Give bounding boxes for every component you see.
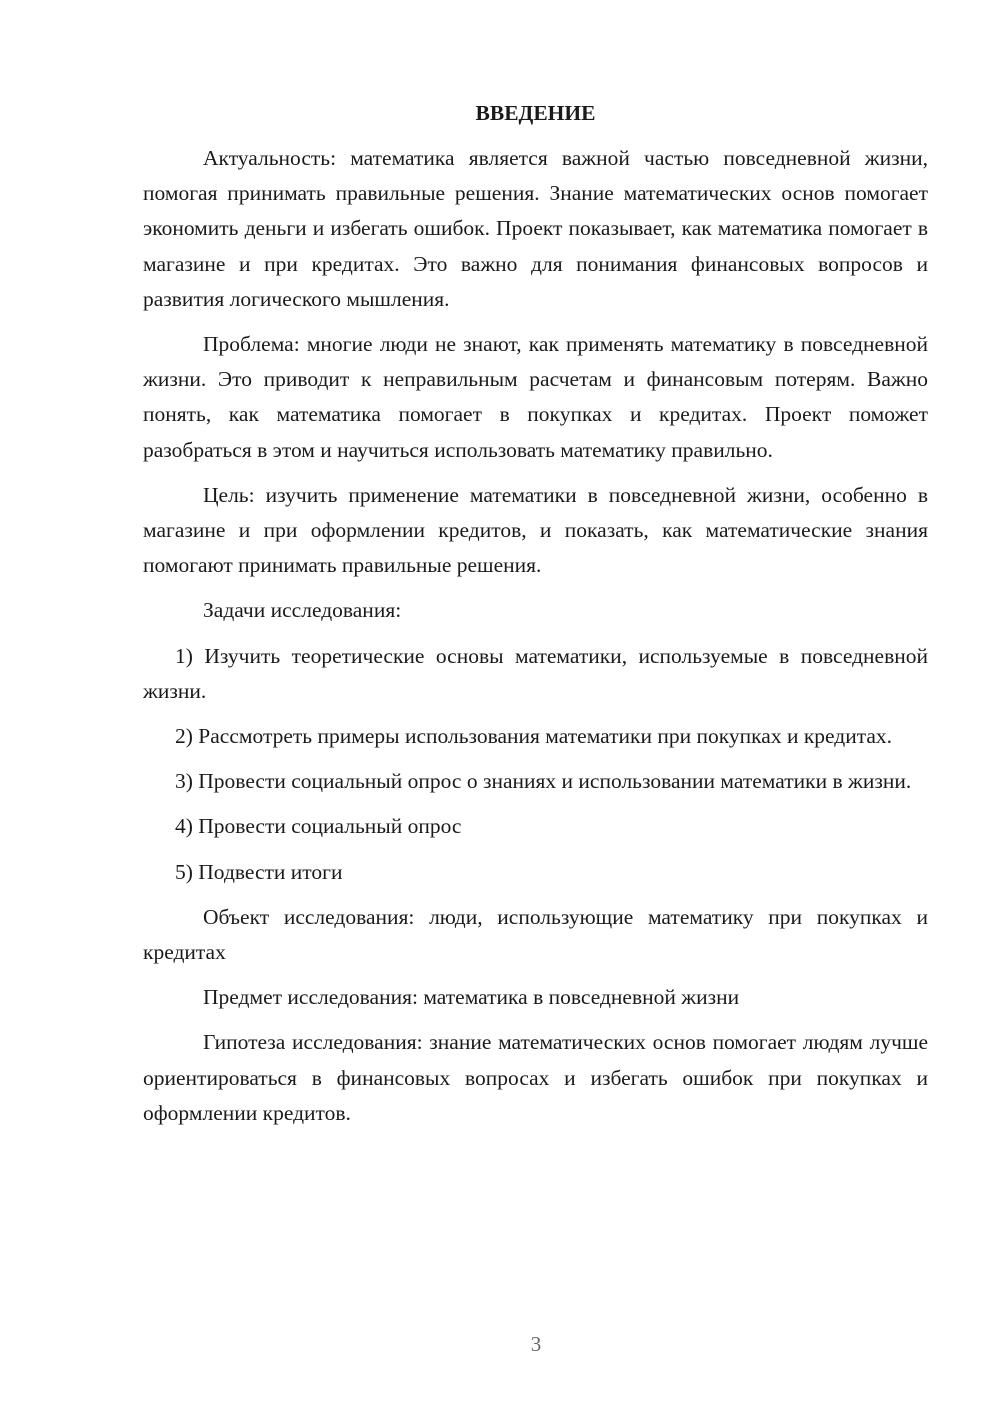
relevance-paragraph: Актуальность: математика является важной частью повседневной жизни, помогая принимать правильные решения. Знание математических основ помогает экономить деньги и избегать ошибок. Проект показывает, как математика помогает в магазине и при кредитах. Это важно для понимания финансовых вопросов и развития логического мышления.	[143, 146, 928, 311]
page-number: 3	[530, 1332, 542, 1356]
task-item: 2) Рассмотреть примеры использования математики при покупках и кредитах.	[175, 724, 893, 749]
task-item: 4) Провести социальный опрос	[175, 814, 462, 839]
task-item: 1) Изучить теоретические основы математики, используемые в повседневной жизни.	[143, 643, 928, 703]
goal-paragraph: Цель: изучить применение математики в повседневной жизни, особенно в магазине и при оформлении кредитов, и показать, как математические знания помогают принимать правильные решения.	[143, 482, 928, 578]
task-item: 3) Провести социальный опрос о знаниях и использовании математики в жизни.	[175, 769, 912, 794]
task-item: 5) Подвести итоги	[175, 859, 343, 884]
problem-paragraph: Проблема: многие люди не знают, как применять математику в повседневной жизни. Это приводит к неправильным расчетам и финансовым потерям. Важно понять, как математика помогает в покупках и кредитах. Проект поможет разобраться в этом и научиться использовать математику правильно.	[143, 332, 928, 462]
tasks-heading: Задачи исследования:	[203, 598, 402, 623]
page-title: ВВЕДЕНИЕ	[475, 101, 596, 125]
hypothesis-paragraph: Гипотеза исследования: знание математических основ помогает людям лучше ориентироваться в финансовых вопросах и избегать ошибок при покупках и оформлении кредитов.	[143, 1030, 928, 1125]
document-page	[143, 96, 928, 1141]
object-paragraph: Объект исследования: люди, использующие математику при покупках и кредитах	[143, 904, 928, 965]
subject-paragraph: Предмет исследования: математика в повседневной жизни	[203, 985, 740, 1010]
